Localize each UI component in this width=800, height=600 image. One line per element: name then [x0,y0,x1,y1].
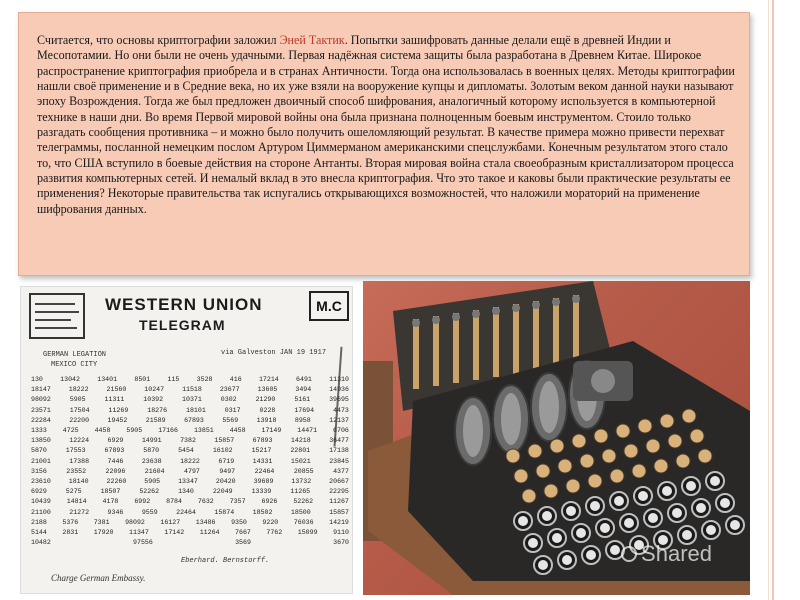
cipher-group: 5905 [144,478,161,486]
cipher-group: 16102 [212,447,233,455]
cipher-group: 17166 [158,427,178,435]
paragraph-start: Считается, что основы криптографии заложил [37,33,280,47]
cipher-group: 13851 [193,427,214,435]
watermark-label: Shared [641,541,712,566]
cipher-group: 67893 [104,447,125,455]
cipher-group: 14991 [141,437,162,445]
telegram-header [21,287,352,345]
cipher-group: 22049 [212,488,233,496]
share-icon [621,546,637,562]
cipher-group: 7667 [235,529,251,537]
zimmermann-telegram-image [20,286,353,594]
lamp [660,414,674,428]
key-cap [610,545,620,555]
key-cap [586,550,596,560]
lamp [536,464,550,478]
cipher-row [31,426,349,436]
cipher-group: 6719 [218,457,235,465]
cipher-group: 3528 [196,376,213,383]
cipher-group: 6992 [134,498,151,506]
telegram-city: MEXICO CITY [51,361,98,369]
cipher-group: 20667 [329,478,349,486]
cipher-group: 39689 [253,478,274,486]
cipher-group: 115 [167,376,180,383]
cipher-group: 4473 [333,406,349,414]
cipher-group: 4458 [94,427,111,435]
cipher-table [31,375,349,548]
cipher-group: 18101 [186,406,206,414]
telegram-route: via Galveston JAN 19 1917 [221,349,327,357]
cipher-group: 8501 [134,376,151,383]
frame-line [768,0,769,600]
cipher-group: 11518 [182,386,202,394]
lamp [698,449,712,463]
cipher-row [31,436,349,446]
cipher-group: 5870 [31,447,47,455]
cipher-group: 67893 [184,416,204,424]
lamp [572,434,586,448]
cipher-group: 17920 [93,529,114,537]
cipher-group: 18500 [290,508,311,516]
cipher-group: 11310 [329,376,349,383]
cipher-group: 7446 [107,457,124,465]
cipher-group: 97556 [133,539,153,547]
cipher-group: 21272 [69,508,90,516]
stamp-line [35,303,75,305]
cipher-group: 3494 [295,386,312,394]
cipher-group: 1333 [31,427,47,435]
key-cap [542,511,552,521]
cipher-group: 13486 [195,518,216,526]
rotor-ring [463,405,483,457]
cipher-row [31,395,349,405]
cipher-group: 5905 [126,427,143,435]
cipher-group: 18507 [100,488,121,496]
lamp [514,469,528,483]
cipher-group: 21589 [145,416,166,424]
key-cap [682,530,692,540]
cipher-group: 6929 [31,488,47,496]
key-cap [600,523,610,533]
plug-cable [533,301,539,371]
telegram-signature: Eberhard. Bernstorff. [181,557,270,565]
lamp [632,464,646,478]
cipher-group: 76036 [293,518,314,526]
cipher-group: 13918 [256,416,277,424]
cipher-group: 13042 [60,376,80,383]
plug-socket [492,307,500,315]
cipher-group: 12224 [69,437,90,445]
cipher-group: 52262 [293,498,314,506]
key-cap [710,476,720,486]
cipher-group: 4458 [229,427,246,435]
cipher-group: 5870 [143,447,160,455]
key-cap [720,498,730,508]
cipher-group: 4725 [62,427,79,435]
cipher-group: 0302 [220,396,237,404]
lamp [550,439,564,453]
paragraph-rest: . Попытки зашифровать данные делали ещё в древней Индии и Месопотамии. Но они были не очень удачными. Первая надёжная система защиты была разработана в Древнем Китае. Широкое распространение криптография приобрела и в странах Античности. Тогда она использовалась в военных целях. Методы криптографии нашли своё применение и в Средние века, но их уже взяли на вооружение купцы и дипломаты. Золотым веком данной науки называют эпоху Возрождения. Тогда же был предложен двоичный способ шифрования, аналогичный которому используется в компьютерной технике в наши дни. Во время Первой мировой войны она была признана полноценным боевым инструментом. Стоило только разгадать сообщения противника – и можно было получить ошеломляющий результат. В качестве примера можно привести перехват телеграммы, посланной немецким послом Артуром Циммерманом американскими спецслужбами. Конечным результатом этого стало то, что США вступило в боевые действия на стороне Антанты. Вторая мировая война стала своеобразным кристаллизатором процесса развития компьютерных сетей. И немалый вклад в это внесла криптография. Что это такое и каковы были практические результаты ее применения? Некоторые правительства так испугались открывающихся возможностей, что наложили мораторий на применение шифрования данных. [37,33,735,216]
cipher-group: 14218 [290,437,311,445]
plug-cable [433,316,439,386]
plug-cable [453,313,459,383]
cipher-group: 8784 [166,498,182,506]
cipher-group: 23552 [66,467,87,475]
cipher-group: 10482 [31,539,51,547]
plug-cable [493,307,499,377]
cipher-group: 19452 [107,416,128,424]
cipher-group: 2188 [31,518,47,526]
cipher-group: 17149 [261,427,282,435]
lamp [544,484,558,498]
cipher-row [31,477,349,487]
telegram-badge: M.C [309,291,349,321]
telegram-subtitle: TELEGRAM [139,317,226,333]
key-cap [648,513,658,523]
lamp [690,429,704,443]
cipher-group: 11267 [329,498,349,506]
plug-socket [432,316,440,324]
cipher-group: 7381 [93,518,110,526]
key-cap [576,528,586,538]
cipher-group: 14814 [66,498,87,506]
cipher-group: 21001 [31,457,51,465]
cipher-group: 15874 [214,508,235,516]
cipher-group: 9559 [141,508,158,516]
cipher-group: 13732 [291,478,312,486]
cipher-group: 17214 [258,376,279,383]
frame-line [772,0,774,600]
plug-cable [413,319,419,389]
plug-socket [512,304,520,312]
cipher-group: 21560 [106,386,127,394]
lamp [558,459,572,473]
cipher-group: 10439 [31,498,51,506]
plug-cable [573,295,579,365]
enigma-machine-image [363,281,750,595]
cipher-group: 7762 [266,529,283,537]
cipher-row [31,375,349,385]
rotor-ring [539,381,559,433]
plug-socket [452,313,460,321]
cipher-group: 67893 [252,437,273,445]
cipher-row [31,416,349,426]
body-paragraph [37,33,735,217]
key-cap [662,486,672,496]
lamp [588,474,602,488]
key-cap [730,520,740,530]
cipher-group: 0228 [259,406,276,414]
cipher-row [31,508,349,518]
key-cap [686,481,696,491]
cipher-group: 23638 [141,457,162,465]
cipher-group: 22284 [31,416,51,424]
cipher-group: 9497 [219,467,236,475]
lamp [654,459,668,473]
cipher-group: 17142 [164,529,185,537]
lamp [522,489,536,503]
cipher-group: 4797 [184,467,200,475]
cipher-row [31,385,349,395]
cipher-row [31,528,349,538]
cipher-group: 15217 [251,447,272,455]
key-cap [518,516,528,526]
cipher-row [31,467,349,477]
stamp-line [35,311,79,313]
lamp [638,419,652,433]
plug-cable [513,304,519,374]
cipher-group: 10247 [144,386,165,394]
cipher-group: 98092 [125,518,145,526]
telegram-recipient: GERMAN LEGATION [43,351,107,359]
cipher-group: 17694 [294,406,315,414]
cipher-group: 23610 [31,478,51,486]
cipher-group: 17504 [69,406,90,414]
plug-socket [472,310,480,318]
cipher-group: 4178 [102,498,119,506]
gear [591,369,615,393]
cipher-group: 18222 [180,457,200,465]
cipher-group: 36477 [329,437,349,445]
cipher-row [31,487,349,497]
cipher-group: 52262 [139,488,160,496]
cipher-group: 1340 [178,488,194,496]
plug-socket [552,298,560,306]
lamp [682,409,696,423]
cipher-group: 22295 [329,488,349,496]
plug-socket [532,301,540,309]
telegram-stamp [29,293,85,339]
key-cap [638,491,648,501]
cipher-group: 9110 [333,529,349,537]
key-cap [566,506,576,516]
cipher-group: 5454 [178,447,194,455]
cipher-group: 5569 [222,416,239,424]
cipher-group: 10392 [143,396,164,404]
key-cap [624,518,634,528]
key-cap [706,525,716,535]
cipher-group: 21100 [31,508,51,516]
cipher-group: 11265 [290,488,311,496]
cipher-group: 11264 [199,529,220,537]
cipher-group: 18147 [31,386,51,394]
cipher-group: 8958 [294,416,311,424]
highlighted-name: Эней Тактик [279,33,345,47]
plug-cable [553,298,559,368]
key-cap [672,508,682,518]
lamp [528,444,542,458]
cipher-group: 17138 [329,447,349,455]
cipher-group: 4377 [333,467,349,475]
cipher-group: 23571 [31,406,51,414]
cipher-group: 5905 [69,396,86,404]
lamp [594,429,608,443]
cipher-group: 6926 [261,498,278,506]
key-cap [562,555,572,565]
key-cap [552,533,562,543]
cipher-group: 20855 [293,467,314,475]
cipher-group: 15099 [297,529,318,537]
cipher-group: 14936 [329,386,349,394]
stamp-line [35,319,71,321]
cipher-group: 13605 [257,386,278,394]
cipher-group: 21290 [255,396,276,404]
cipher-row [31,446,349,456]
cipher-group: 22260 [106,478,127,486]
cipher-group: 13347 [178,478,198,486]
cipher-group: 3156 [31,467,47,475]
cipher-group: 15021 [290,457,311,465]
cipher-group: 9346 [107,508,124,516]
cipher-group: 17388 [69,457,90,465]
cipher-group: 9220 [262,518,279,526]
cipher-group: 13401 [97,376,118,383]
cipher-group: 18502 [252,508,273,516]
cipher-row [31,457,349,467]
cipher-group: 18140 [68,478,89,486]
cipher-group: 14471 [297,427,318,435]
cipher-group: 12137 [329,416,349,424]
cipher-group: 5275 [65,488,82,496]
cipher-group: 13850 [31,437,51,445]
key-cap [614,496,624,506]
cipher-row [31,497,349,507]
cipher-group: 7357 [229,498,246,506]
lamp [616,424,630,438]
key-cap [528,538,538,548]
cipher-group: 17553 [65,447,86,455]
cipher-group: 5161 [294,396,311,404]
cipher-group: 0317 [224,406,241,414]
cipher-group: 98092 [31,396,51,404]
cipher-group: 23845 [329,457,349,465]
cipher-group: 18276 [147,406,168,414]
cipher-group: 7632 [197,498,214,506]
cipher-group: 15857 [214,437,235,445]
lamp [610,469,624,483]
cipher-group: 14331 [252,457,273,465]
rotor-ring [501,393,521,445]
lamp [566,479,580,493]
cipher-group: 14219 [329,518,349,526]
cipher-group: 11311 [104,396,125,404]
cipher-group: 22801 [290,447,311,455]
cipher-group: 5144 [31,529,47,537]
cipher-group: 22200 [69,416,90,424]
cipher-group: 15857 [329,508,349,516]
cipher-group: 6491 [296,376,312,383]
cipher-group: 21604 [144,467,165,475]
cipher-group: 10371 [182,396,202,404]
cipher-group: 20420 [215,478,236,486]
cipher-group: 3569 [235,539,251,547]
cipher-group: 7382 [180,437,196,445]
lamp [506,449,520,463]
key-cap [696,503,706,513]
cipher-row [31,518,349,528]
lamp [602,449,616,463]
lamp [646,439,660,453]
cipher-group: 23677 [219,386,240,394]
lamp [668,434,682,448]
cipher-row [31,538,349,548]
stamp-line [35,327,77,329]
cipher-group: 22464 [254,467,275,475]
cipher-group: 39695 [329,396,349,404]
plug-socket [412,319,420,327]
key-cap [590,501,600,511]
plug-socket [572,295,580,303]
cipher-group: 2831 [62,529,79,537]
cipher-group: 18222 [68,386,89,394]
cipher-group: 13339 [251,488,272,496]
text-box [18,12,750,276]
lamp [676,454,690,468]
cipher-group: 416 [229,376,242,383]
cipher-group: 9350 [231,518,247,526]
lamp [624,444,638,458]
cipher-group: 130 [31,376,43,383]
cipher-group: 3670 [333,539,349,547]
cipher-group: 11347 [129,529,149,537]
shared-watermark [621,541,712,567]
telegram-title: WESTERN UNION [105,295,263,314]
plug-cable [473,310,479,380]
telegram-signature-line: Charge German Embassy. [51,573,146,583]
cipher-group: 5376 [62,518,79,526]
cipher-group: 22464 [176,508,196,516]
cipher-group: 6929 [107,437,124,445]
cipher-group: 16127 [160,518,181,526]
cipher-group: 11269 [108,406,129,414]
lamp [580,454,594,468]
cipher-group: 6706 [333,427,349,435]
cipher-row [31,406,349,416]
cipher-group: 22096 [105,467,126,475]
key-cap [538,560,548,570]
